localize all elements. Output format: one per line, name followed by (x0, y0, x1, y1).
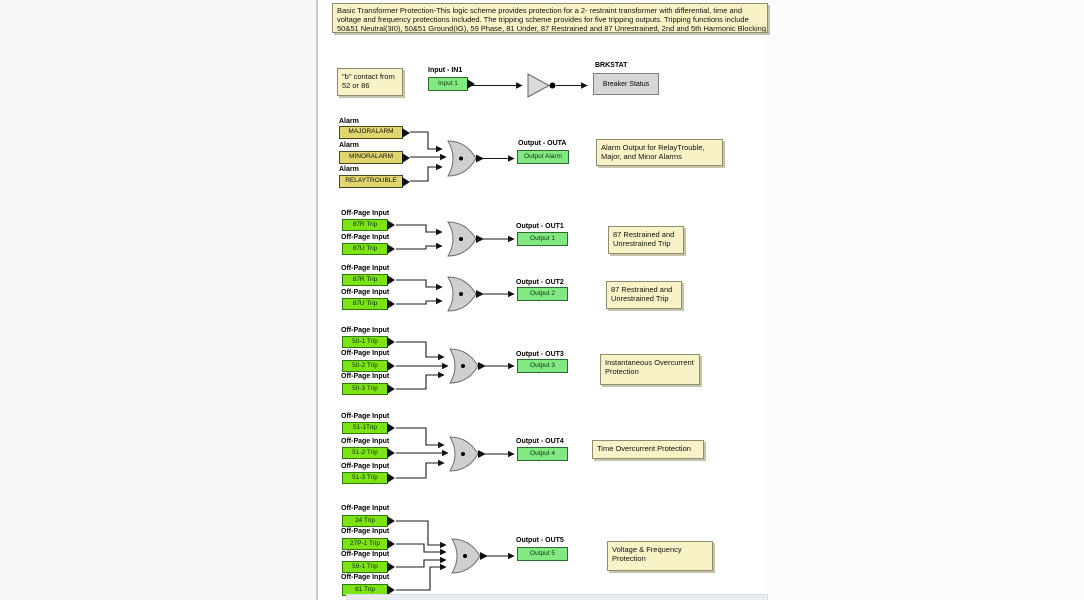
input-in1-label: Input - IN1 (428, 67, 463, 74)
note-line: Protection (612, 554, 646, 563)
input-87u-trip[interactable]: 87U Trip (342, 243, 388, 255)
input-87r-trip[interactable]: 87R Trip (342, 219, 388, 231)
input-51-3-trip[interactable]: 51-3 Trip (342, 472, 388, 484)
output-4-box[interactable]: Output 4 (517, 447, 568, 461)
offpage-label: Off-Page Input (341, 574, 390, 581)
scheme-description-note[interactable] (332, 3, 768, 33)
not-gate[interactable] (528, 74, 556, 97)
note-line: 87 Restrained and (613, 230, 675, 239)
out3-label: Output - OUT3 (516, 351, 564, 358)
note-line: Time Overcurrent Protection (597, 444, 691, 453)
offpage-label: Off-Page Input (341, 234, 390, 241)
offpage-label: Off-Page Input (341, 350, 390, 357)
inversion-bubble (550, 83, 556, 89)
note-line: Protection (605, 367, 639, 376)
note-line: Major, and Minor Alarms (601, 152, 682, 161)
input-87u-trip-2[interactable]: 87U Trip (342, 298, 388, 310)
breaker-status-box[interactable]: Breaker Status (593, 73, 659, 95)
note-out2[interactable] (606, 281, 682, 309)
alarm-input-relaytrouble[interactable]: RELAYTROUBLE (339, 175, 403, 188)
offpage-label: Off-Page Input (341, 210, 390, 217)
or-gate-out2[interactable] (448, 277, 484, 311)
out1-label: Output - OUT1 (516, 223, 564, 230)
note-out1[interactable] (608, 226, 684, 254)
input-50-3-trip[interactable]: 50-3 Trip (342, 383, 388, 395)
input-87r-trip-2[interactable]: 87R Trip (342, 274, 388, 286)
offpage-label: Off-Page Input (341, 327, 390, 334)
or-gate-out4[interactable] (450, 437, 486, 471)
input-27p-1-trip[interactable]: 27P-1 Trip (342, 538, 388, 550)
wires-out5 (396, 521, 514, 590)
out2-label: Output - OUT2 (516, 279, 564, 286)
note-line: Unrestrained Trip (611, 294, 669, 303)
output-2-box[interactable]: Output 2 (517, 287, 568, 301)
note-out4[interactable] (592, 440, 704, 459)
brkstat-label: BRKSTAT (595, 62, 628, 69)
or-gate-out5[interactable] (452, 539, 488, 573)
offpage-label: Off-Page Input (341, 265, 390, 272)
out5-label: Output - OUT5 (516, 537, 564, 544)
note-line: Instantaneous Overcurrent (605, 358, 694, 367)
description-line: 50&51 Neutral(3I0), 50&51 Ground(IG), 59 Phase, 81 Under, 87 Restrained and 87 Unrestrained, 2nd and 5th Harmonic Blocking (337, 24, 767, 33)
bottom-panel-edge (346, 594, 768, 600)
alarm-input-label: Alarm (339, 142, 359, 149)
output-1-box[interactable]: Output 1 (517, 232, 568, 246)
note-b-contact[interactable]: "b" contact from 52 or 86 (337, 68, 403, 96)
note-line: 87 Restrained and (611, 285, 673, 294)
note-line: Voltage & Frequency (612, 545, 682, 554)
description-line: Basic Transformer Protection-This logic scheme provides protection for a 2- restraint transformer with differential, time and (337, 6, 743, 15)
outa-label: Output - OUTA (518, 140, 567, 147)
offpage-label: Off-Page Input (341, 413, 390, 420)
note-line: Alarm Output for RelayTrouble, (601, 143, 705, 152)
alarm-input-label: Alarm (339, 118, 359, 125)
note-out3[interactable] (600, 354, 700, 385)
alarm-input-label: Alarm (339, 166, 359, 173)
input-51-2-trip[interactable]: 51-2 Trip (342, 447, 388, 459)
alarm-input-majoralarm[interactable]: MAJORALARM (339, 126, 403, 139)
offpage-label: Off-Page Input (341, 289, 390, 296)
input-50-2-trip[interactable]: 50-2 Trip (342, 360, 388, 372)
note-alarm-output[interactable] (596, 139, 723, 166)
description-line: voltage and frequency protections included. The tripping scheme provides for five tripping outputs. Tripping functions include (337, 15, 749, 24)
or-gate-alarm[interactable] (448, 141, 484, 176)
or-gate-out3[interactable] (450, 349, 486, 383)
input-in1-box[interactable]: Input 1 (428, 77, 468, 91)
input-50-1-trip[interactable]: 50-1 Trip (342, 336, 388, 348)
input-81-trip[interactable]: 81 Trip (342, 584, 388, 596)
alarm-input-minoralarm[interactable]: MINORALARM (339, 151, 403, 164)
output-3-box[interactable]: Output 3 (517, 359, 568, 373)
output-5-box[interactable]: Output 5 (517, 547, 568, 561)
offpage-label: Off-Page Input (341, 463, 390, 470)
out4-label: Output - OUT4 (516, 438, 564, 445)
offpage-label: Off-Page Input (341, 551, 390, 558)
input-24-trip[interactable]: 24 Trip (342, 515, 388, 527)
input-59-1-trip[interactable]: 59-1 Trip (342, 561, 388, 573)
note-out5[interactable] (607, 541, 713, 571)
or-gate-out1[interactable] (448, 222, 484, 256)
note-line: Unrestrained Trip (613, 239, 671, 248)
offpage-label: Off-Page Input (341, 505, 390, 512)
offpage-label: Off-Page Input (341, 373, 390, 380)
output-alarm-box[interactable]: Output Alarm (517, 150, 569, 164)
offpage-label: Off-Page Input (341, 438, 390, 445)
input-51-1-trip[interactable]: 51-1Trip (342, 422, 388, 434)
offpage-label: Off-Page Input (341, 528, 390, 535)
